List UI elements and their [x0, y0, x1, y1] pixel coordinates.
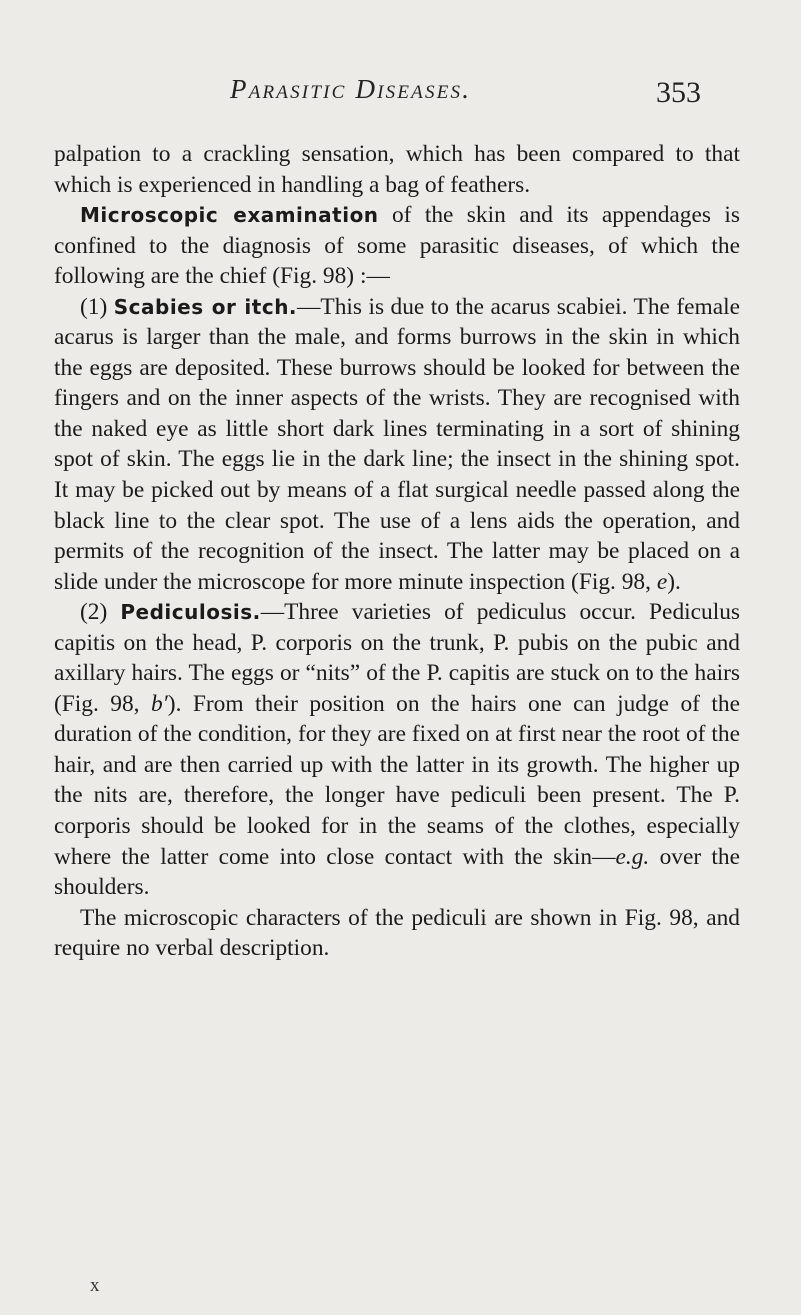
pediculosis-text-c: over the shoulders. [54, 843, 740, 901]
scabies-fig-letter: e [656, 568, 668, 595]
paragraph-pediculosis [54, 597, 740, 902]
paragraph-palpation [54, 139, 740, 200]
paragraph-microscopic-characters [54, 903, 740, 964]
heading-scabies: Scabies or itch. [113, 294, 298, 319]
pediculosis-text-b: ). From their position on the hairs one can judge of the duration of the condition, for they are fixed on at first near the root of the hair, and are then carried up with the latter in its growth. The higher up the nits are, therefore, the longer have pediculi been present. The P. corporis should be looked for in the seams of the clothes, especially where the latter come into close contact with the skin— [54, 690, 740, 870]
heading-pediculosis: Pediculosis. [120, 600, 261, 625]
paragraph-scabies [54, 292, 740, 597]
paragraph-microscopic-characters-text: The microscopic characters of the pediculi are shown in Fig. 98, and require no verbal description. [54, 904, 740, 962]
body-text [54, 139, 740, 964]
page-number: 353 [656, 76, 701, 109]
paragraph-microscopic-examination [54, 200, 740, 292]
scabies-text-a: —This is due to the acarus scabiei. The female acarus is larger than the male, and forms burrows in the skin in which the eggs are deposited. These burrows should be looked for between the fingers and on the inner aspects of the wrists. They are recognised with the naked eye as little short dark lines terminating in a sort of shining spot of skin. The eggs lie in the dark line; the insect in the shining spot. It may be picked out by means of a flat surgical needle passed along the black line to the clear spot. The use of a lens aids the operation, and permits of the recognition of the insect. The latter may be placed on a slide under the microscope for more minute inspection (Fig. 98, [54, 293, 740, 595]
paragraph-palpation-text: palpation to a crackling sensation, which has been compared to that which is experienced in handling a bag of feathers. [54, 141, 740, 198]
running-title: Parasitic Diseases. [230, 74, 472, 104]
pediculosis-number: (2) [80, 599, 121, 626]
pediculosis-eg: e.g. [615, 843, 650, 870]
paragraph-microscopic-text: of the skin and its appendages is confined to the diagnosis of some parasitic diseases, of which the following are the chief (Fig. 98) :— [54, 202, 740, 290]
scabies-number: (1) [80, 293, 114, 320]
running-head [0, 74, 801, 114]
scabies-text-b: ). [667, 568, 681, 595]
heading-microscopic-examination: Microscopic examination [80, 203, 379, 228]
pediculosis-text-a: —Three varieties of pediculus occur. Pediculus capitis on the head, P. corporis on the trunk, P. pubis on the pubic and axillary hairs. The eggs or “nits” of the P. capitis are stuck on to the hairs (Fig. 98, [54, 599, 741, 717]
signature-mark: x [90, 1275, 100, 1296]
pediculosis-fig-letter: b′ [150, 690, 168, 717]
